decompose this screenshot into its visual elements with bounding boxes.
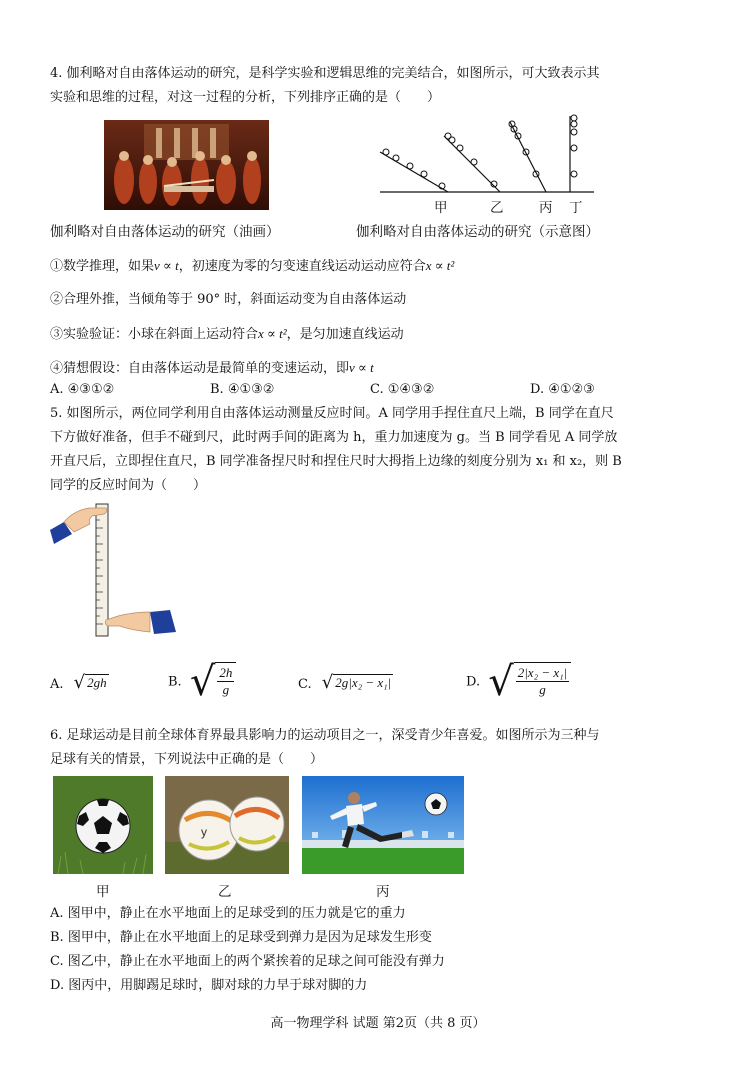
photo-label-bing: 丙 <box>376 884 390 900</box>
q4-statement-2: ②合理外推，当倾角等于 90° 时，斜面运动变为自由落体运动 <box>50 292 407 307</box>
q6-stem-line1: 6. 足球运动是目前全球体育界最具影响力的运动项目之一，深受青少年喜爱。如图所示为三种与 <box>50 728 600 743</box>
photo-bing-kicking-football <box>302 776 464 874</box>
photo-label-jia: 甲 <box>96 884 110 900</box>
q5-option-d-formula: √ $\frac{\text{2|x₂ − x₁|}}{g}$ <box>488 662 571 702</box>
q4-statement-4 <box>50 358 374 379</box>
q5-option-c-radicand: 2g|x₂ − x₁| <box>335 675 392 690</box>
page-footer: 高一物理学科 试题 第2页（共 8 页） <box>270 1016 486 1031</box>
q6-stem-line2: 足球有关的情景，下列说法中正确的是（ ） <box>50 752 324 767</box>
q5-stem-line3: 开直尺后，立即捏住直尺，B 同学准备捏尺时和捏住尺时大拇指上边缘的刻度分别为 x₁ 和 x₂，则 B <box>50 454 622 469</box>
q4-option-c[interactable]: C. ①④③② <box>370 382 435 397</box>
photo-yi-two-footballs <box>165 776 289 874</box>
q5-option-a-label: A. <box>50 677 64 692</box>
s4-text-a: ④猜想假设：自由落体运动是最简单的变速运动，即 <box>50 361 350 376</box>
s1-math-x-t2: x ∝ t² <box>425 258 455 273</box>
q5-option-d[interactable] <box>466 659 571 705</box>
q5-option-a[interactable] <box>50 674 109 692</box>
q6-option-c[interactable]: C. 图乙中，静止在水平地面上的两个紧挨着的足球之间可能没有弹力 <box>50 954 445 969</box>
q6-option-d[interactable]: D. 图丙中，用脚踢足球时，脚对球的力早于球对脚的力 <box>50 978 368 993</box>
q5-option-b-num: 2h <box>219 665 233 680</box>
q5-option-b-label: B. <box>168 674 182 690</box>
q4-statement-1 <box>50 256 454 277</box>
s1-text-a: ①数学推理，如果 <box>50 259 155 274</box>
q5-option-b-den: g <box>222 682 230 697</box>
q5-stem-line4: 同学的反应时间为（ ） <box>50 478 207 493</box>
photo-label-yi: 乙 <box>218 884 232 900</box>
s3-text-b: ，是匀加速直线运动 <box>286 327 404 342</box>
q5-option-c-label: C. <box>298 677 312 692</box>
q5-option-a-formula: √ 2gh <box>73 672 107 693</box>
q4-stem-line1: 4. 伽利略对自由落体运动的研究，是科学实验和逻辑思维的完美结合，如图所示，可大致表示其 <box>50 66 600 81</box>
q6-option-b[interactable]: B. 图甲中，静止在水平地面上的足球受到弹力是因为足球发生形变 <box>50 930 432 945</box>
q4-option-d[interactable]: D. ④①②③ <box>530 382 595 397</box>
q4-statement-3 <box>50 324 404 345</box>
q5-option-c[interactable] <box>298 674 393 692</box>
q5-option-a-radicand: 2gh <box>87 675 107 690</box>
q4-option-a[interactable]: A. ④③①② <box>50 382 115 397</box>
diagram-label-yi: 乙 <box>490 200 504 216</box>
s3-text-a: ③实验验证：小球在斜面上运动符合 <box>50 327 259 342</box>
photo-jia-football-on-grass <box>53 776 153 874</box>
s1-text-b: ，初速度为零的匀变速直线运动运动应符合 <box>178 259 426 274</box>
q4-stem-line2: 实验和思维的过程，对这一过程的分析，下列排序正确的是（ ） <box>50 90 441 105</box>
caption-diagram: 伽利略对自由落体运动的研究（示意图） <box>356 224 599 240</box>
q5-option-d-label: D. <box>466 674 481 690</box>
q6-option-a[interactable]: A. 图甲中，静止在水平地面上的足球受到的压力就是它的重力 <box>50 906 406 921</box>
q5-option-b[interactable] <box>168 659 236 705</box>
diagram-label-ding: 丁 <box>569 200 583 216</box>
q4-option-b[interactable]: B. ④①③② <box>210 382 275 397</box>
ruler-illustration <box>50 500 180 646</box>
s3-math-x-t2: x ∝ t² <box>258 326 287 341</box>
s1-math-v-t: v ∝ t <box>154 258 179 273</box>
q5-option-d-num: 2|x₂ − x₁| <box>517 665 568 680</box>
galileo-oil-painting <box>104 120 269 210</box>
incline-diagram <box>378 112 598 214</box>
diagram-label-jia: 甲 <box>434 200 448 216</box>
q5-option-c-formula: √ 2g|x₂ − x₁| <box>321 672 392 693</box>
diagram-label-bing: 丙 <box>539 200 553 216</box>
q5-option-b-formula: √ $\frac{2h}{g}$ <box>190 662 237 702</box>
q5-stem-line2: 下方做好准备，但手不碰到尺，此时两手间的距离为 h，重力加速度为 g。当 B 同学看见 A 同学放 <box>50 430 618 445</box>
s4-math-v-t: v ∝ t <box>349 360 374 375</box>
q5-option-d-den: g <box>539 682 546 697</box>
svg-text:y: y <box>201 825 207 839</box>
caption-painting: 伽利略对自由落体运动的研究（油画） <box>50 224 280 240</box>
q5-stem-line1: 5. 如图所示，两位同学利用自由落体运动测量反应时间。A 同学用手捏住直尺上端，B 同学在直尺 <box>50 406 614 421</box>
